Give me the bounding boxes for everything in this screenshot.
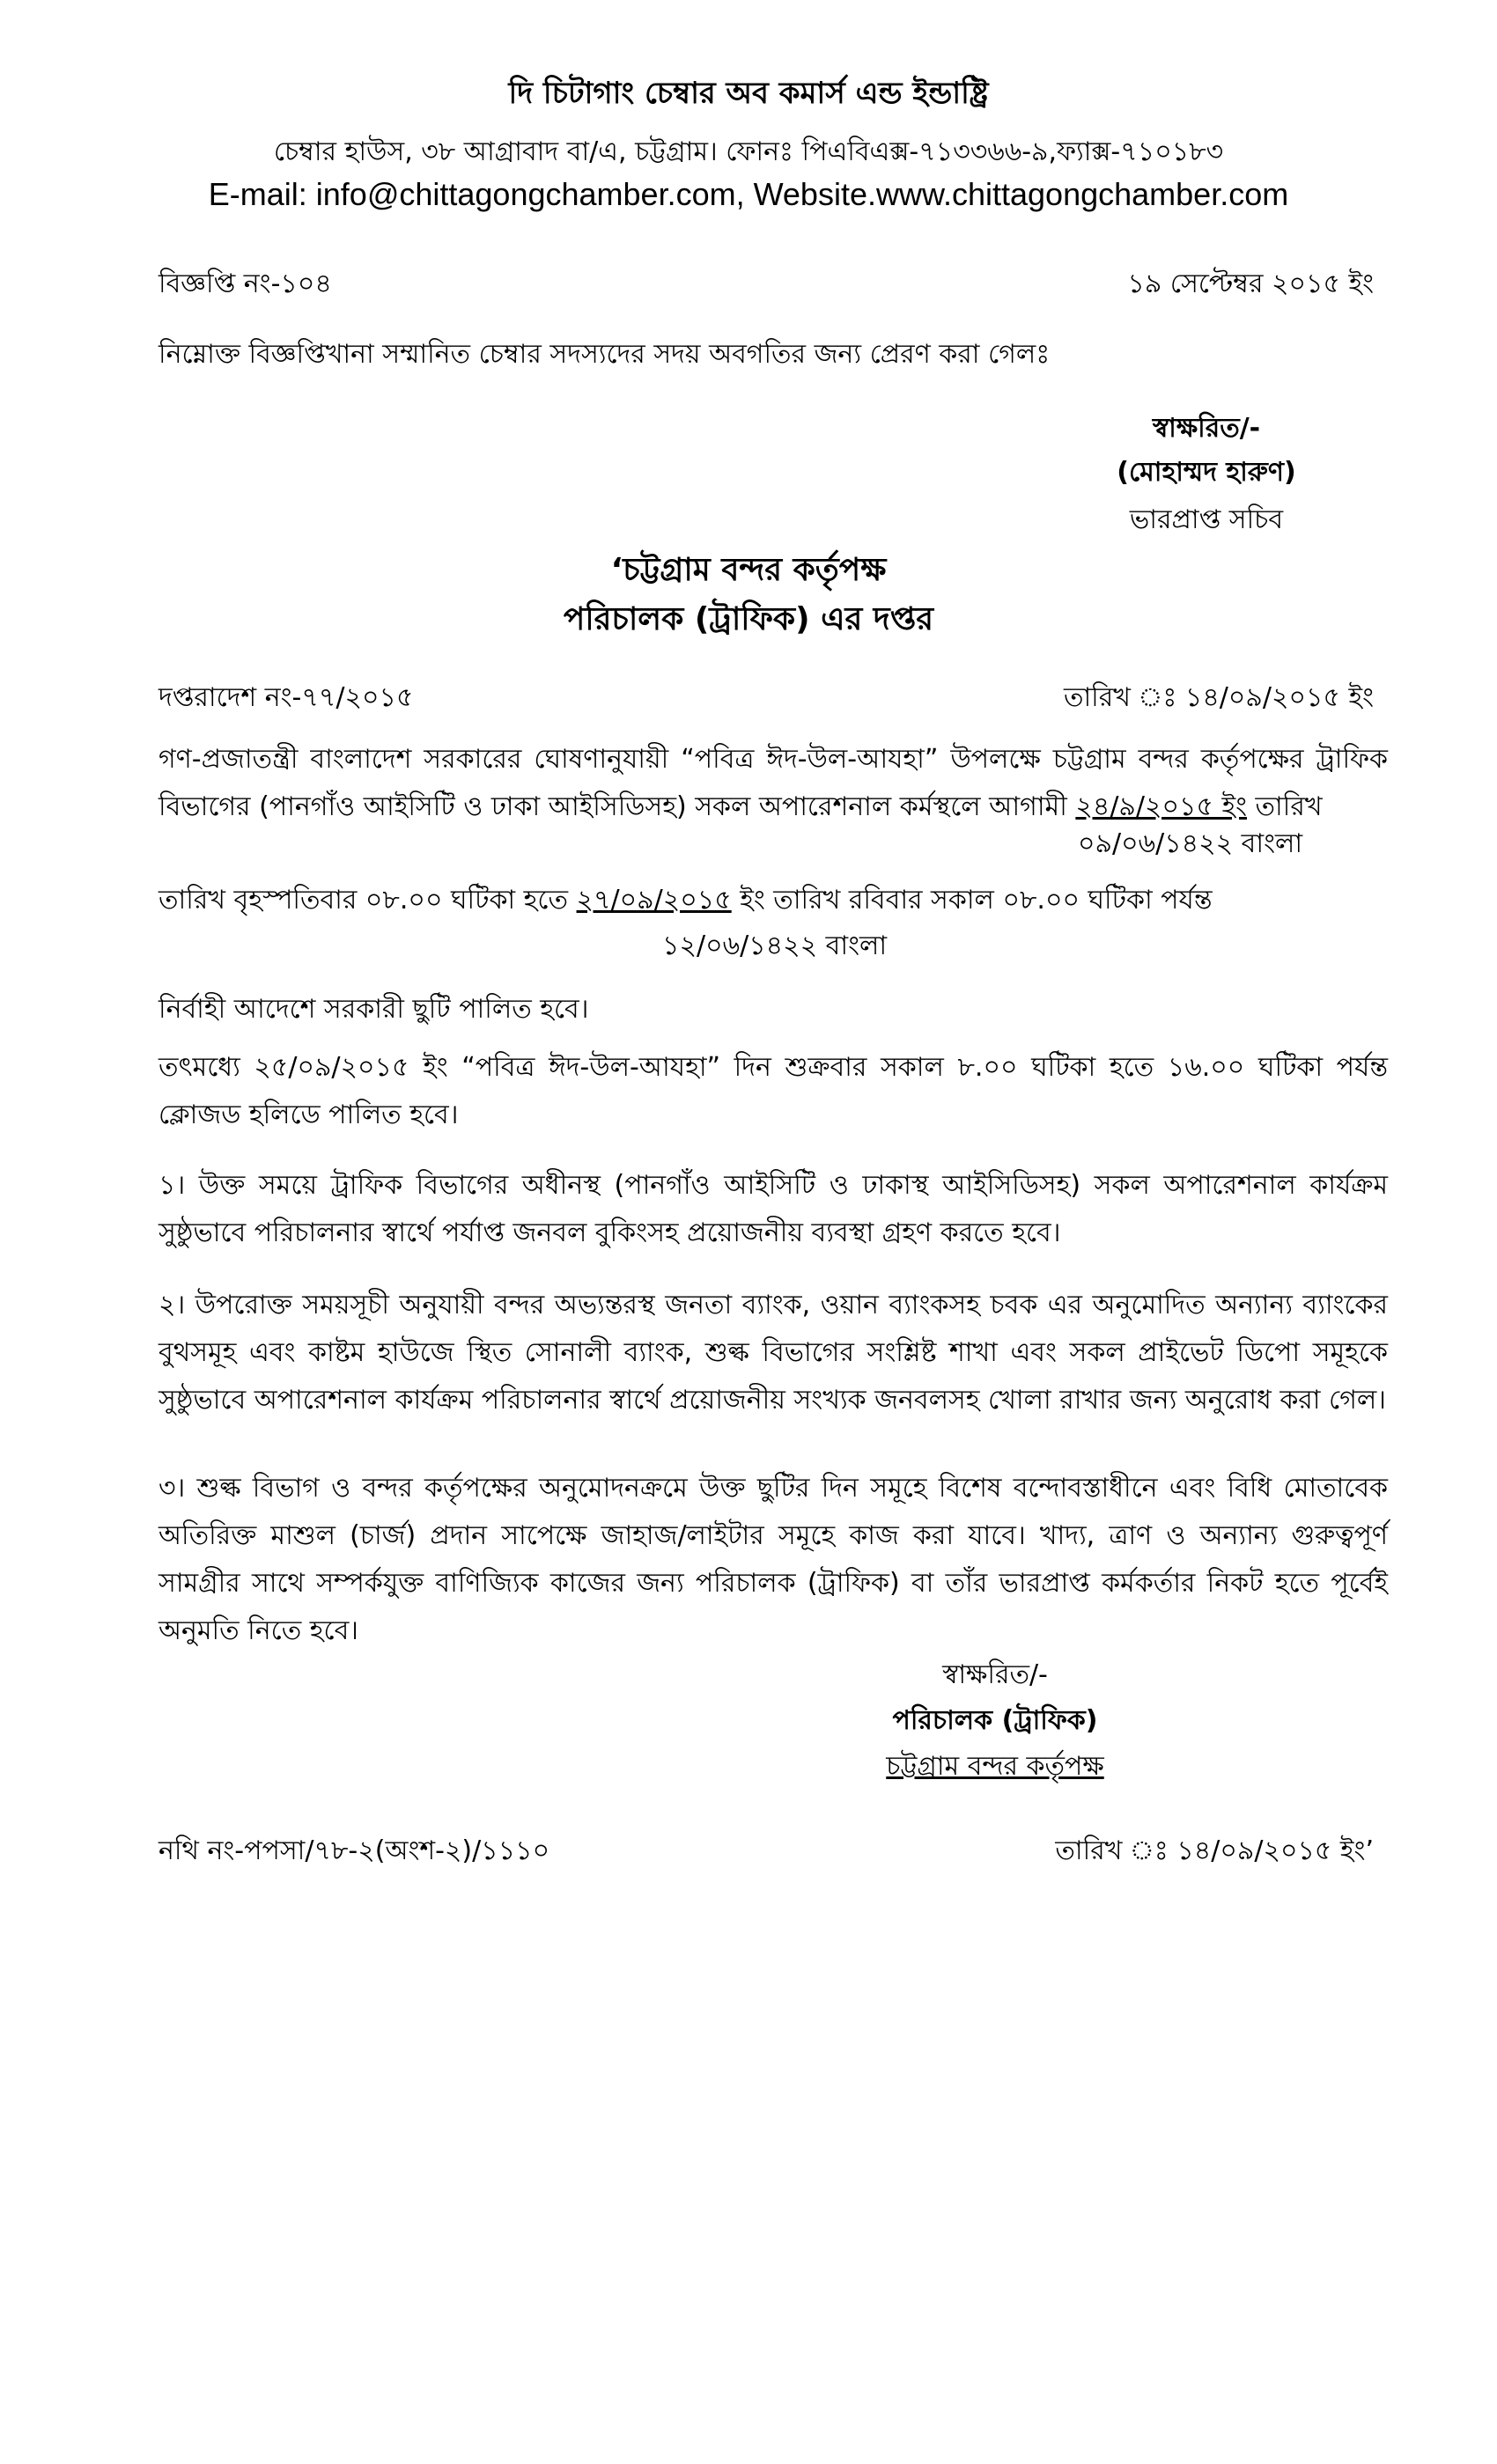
paragraph-1-tail: তারিখ [1255,791,1323,822]
paragraph-1-text: গণ-প্রজাতন্ত্রী বাংলাদেশ সরকারের ঘোষণানুযায়ী “পবিত্র ঈদ-উল-আযহা” উপলক্ষে চট্টগ্রাম বন্দর কর্তৃপক্ষের ট্রাফিক বিভাগের (পানগাঁও আইসিটি ও ঢাকা আইসিডিসহ) সকল অপারেশনাল কর্মস্থলে আগামী [159,744,1388,822]
instruction-item-3: ৩। শুল্ক বিভাগ ও বন্দর কর্তৃপক্ষের অনুমোদনক্রমে উক্ত ছুটির দিন সমূহে বিশেষ বন্দোবস্তাধীনে এবং বিধি মোতাবেক অতিরিক্ত মাশুল (চার্জ) প্রদান সাপেক্ষে জাহাজ/লাইটার সমূহে কাজ করা যাবে। খাদ্য, ত্রাণ ও অন্যান্য গুরুত্বপূর্ণ সামগ্রীর সাথে সম্পর্কযুক্ত বাণিজ্যিক কাজের জন্য পরিচালক (ট্রাফিক) বা তাঁর ভারপ্রাপ্ত কর্মকর্তার নিকট হতে পূর্বেই অনুমতি নিতে হবে। [159,1473,1388,1646]
holiday-end-date: ২৭/০৯/২০১৫ [576,885,732,916]
notice-intro: নিম্নোক্ত বিজ্ঞপ্তিখানা সম্মানিত চেম্বার সদস্যদের সদয় অবগতির জন্য প্রেরণ করা গেলঃ [159,339,1051,370]
paragraph-holiday-declaration [159,736,1388,831]
organization-name: দি চিটাগাং চেম্বার অব কমার্স এন্ড ইন্ডাষ্ট্রি [508,76,989,111]
organization-contact: E-mail: info@chittagongchamber.com, Website.www.chittagongchamber.com [208,176,1289,212]
paragraph-closed-holiday: তৎমধ্যে ২৫/০৯/২০১৫ ইং “পবিত্র ঈদ-উল-আযহা” দিন শুক্রবার সকাল ৮.০০ ঘটিকা হতে ১৬.০০ ঘটিকা পর্যন্ত ক্লোজড হলিডে পালিত হবে। [159,1052,1388,1130]
paragraph-2-tail: ইং তারিখ রবিবার সকাল ০৮.০০ ঘটিকা পর্যন্ত [740,885,1213,916]
instruction-item-2: ২। উপরোক্ত সময়সূচী অনুযায়ী বন্দর অভ্যন্তরস্থ জনতা ব্যাংক, ওয়ান ব্যাংকসহ চবক এর অনুমোদিত অন্যান্য ব্যাংকের বুথসমূহ এবং কাষ্টম হাউজে স্থিত সোনালী ব্যাংক, শুল্ক বিভাগের সংশ্লিষ্ট শাখা এবং সকল প্রাইভেট ডিপো সমূহকে সুষ্ঠুভাবে অপারেশনাল কার্যক্রম পরিচালনার স্বার্থে প্রয়োজনীয় সংখ্যক জনবলসহ খোলা রাখার জন্য অনুরোধ করা গেল। [159,1290,1388,1416]
instruction-item-1: ১। উক্ত সময়ে ট্রাফিক বিভাগের অধীনস্থ (পানগাঁও আইসিটি ও ঢাকাস্থ আইসিডিসহ) সকল অপারেশনাল কার্যক্রম সুষ্ঠুভাবে পরিচালনার স্বার্থে পর্যাপ্ত জনবল বুকিংসহ প্রয়োজনীয় ব্যবস্থা গ্রহণ করতে হবে। [159,1170,1388,1248]
file-date: তারিখ ঃ ১৪/০৯/২০১৫ ইং’ [1055,1835,1374,1866]
office-title-line2: পরিচালক (ট্রাফিক) এর দপ্তর [563,601,934,637]
holiday-end-bangla-date: ১২/০৬/১৪২২ বাংলা [662,930,888,961]
paragraph-2-text: তারিখ বৃহস্পতিবার ০৮.০০ ঘটিকা হতে [159,885,568,916]
notice-date: ১৯ সেপ্টেম্বর ২০১৫ ইং [1127,268,1374,299]
file-number: নথি নং-পপসা/৭৮-২(অংশ-২)/১১১০ [159,1835,550,1866]
office-title-line1: ‘চট্টগ্রাম বন্দর কর্তৃপক্ষ [610,552,887,588]
order-number: দপ্তরাদেশ নং-৭৭/২০১৫ [159,682,414,713]
paragraph-holiday-period [159,879,1213,923]
paragraph-executive-order: নির্বাহী আদেশে সরকারী ছুটি পালিত হবে। [159,994,589,1025]
chamber-signatory-name: (মোহাম্মদ হারুণ) [1117,457,1296,488]
holiday-start-bangla-date: ০৯/০৬/১৪২২ বাংলা [1078,828,1303,859]
order-date: তারিখ ঃ ১৪/০৯/২০১৫ ইং [1063,682,1374,713]
port-signed-label: স্বাক্ষরিত/- [942,1659,1048,1690]
notice-number: বিজ্ঞপ্তি নং-১০৪ [159,268,332,299]
organization-address: চেম্বার হাউস, ৩৮ আগ্রাবাদ বা/এ, চট্টগ্রাম। ফোনঃ পিএবিএক্স-৭১৩৩৬৬-৯,ফ্যাক্স-৭১০১৮৩ [273,136,1224,167]
port-signatory-title: পরিচালক (ট্রাফিক) [892,1705,1098,1736]
holiday-start-date: ২৪/৯/২০১৫ ইং [1075,791,1247,822]
port-signatory-org: চট্টগ্রাম বন্দর কর্তৃপক্ষ [886,1751,1104,1782]
chamber-signatory-designation: ভারপ্রাপ্ত সচিব [1129,504,1284,535]
chamber-signed-label: স্বাক্ষরিত/- [1152,413,1261,444]
